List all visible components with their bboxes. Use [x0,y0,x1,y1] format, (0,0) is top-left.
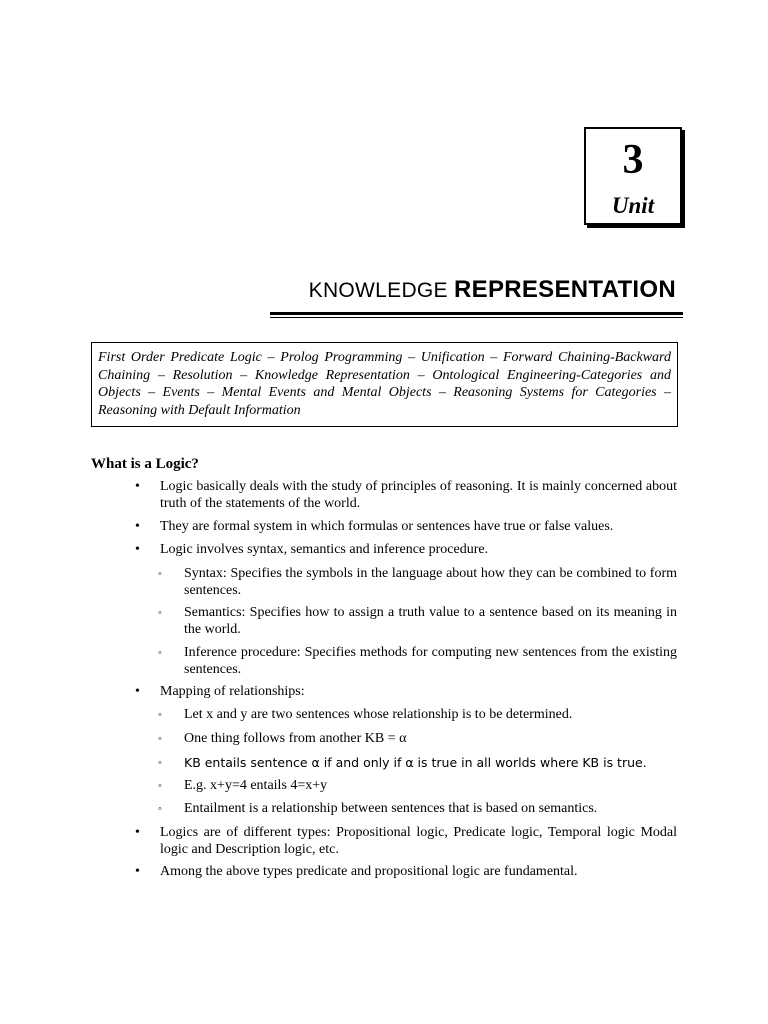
sub-list-item: Syntax: Specifies the symbols in the language about how they can be combined to form sentences. [184,566,677,598]
sub-bullet-icon: ◦ [158,647,162,659]
unit-number: 3 [622,137,644,183]
sub-list-item: Entailment is a relationship between sentences that is based on semantics. [184,801,598,816]
title-divider-thick [270,312,683,315]
chapter-title [309,275,676,308]
sub-list-item: Let x and y are two sentences whose relationship is to be determined. [184,707,573,722]
title-divider-thin [270,317,683,318]
chapter-title-part1: KNOWLEDGE [308,279,454,302]
list-item: They are formal system in which formulas or sentences have true or false values. [160,519,614,534]
bullet-icon: • [135,519,140,534]
sub-list-item: One thing follows from another KB = α [184,731,407,746]
sub-bullet-icon: ◦ [158,733,162,745]
bullet-icon: • [135,542,140,557]
list-item: Logic involves syntax, semantics and inference procedure. [160,542,489,557]
topics-box [91,342,678,427]
unit-label: Unit [611,193,655,218]
sub-bullet-icon: ◦ [158,709,162,721]
sub-bullet-icon: ◦ [158,607,162,619]
sub-list-item: KB entails sentence α if and only if α is true in all worlds where KB is true. [184,755,647,770]
sub-bullet-icon: ◦ [158,757,162,769]
bullet-icon: • [135,684,140,699]
list-item: Among the above types predicate and propositional logic are fundamental. [160,864,578,879]
topics-text: First Order Predicate Logic – Prolog Programming – Unification – Forward Chaining-Backward Chaining – Resolution – Knowledge Representation – Ontological Engineering-Categories and Objects – Events – Mental Events and Mental Objects – Reasoning Systems for Categories – Reasoning with Default Information [98,350,671,418]
bullet-icon: • [135,479,140,494]
sub-bullet-icon: ◦ [158,780,162,792]
list-item: Mapping of relationships: [160,684,305,699]
list-item: Logic basically deals with the study of principles of reasoning. It is mainly concerned about truth of the statements of the world. [160,479,677,511]
unit-badge [584,127,682,225]
sub-list-item: E.g. x+y=4 entails 4=x+y [184,778,328,793]
sub-list-item: Semantics: Specifies how to assign a truth value to a sentence based on its meaning in the world. [184,605,677,637]
bullet-icon: • [135,825,140,840]
bullet-icon: • [135,864,140,879]
sub-list-item: Inference procedure: Specifies methods for computing new sentences from the existing sentences. [184,645,677,677]
chapter-title-part2: REPRESENTATION [454,276,676,303]
sub-bullet-icon: ◦ [158,803,162,815]
section-heading: What is a Logic? [91,456,199,472]
list-item: Logics are of different types: Propositional logic, Predicate logic, Temporal logic Modal logic and Description logic, etc. [160,825,677,857]
sub-bullet-icon: ◦ [158,568,162,580]
